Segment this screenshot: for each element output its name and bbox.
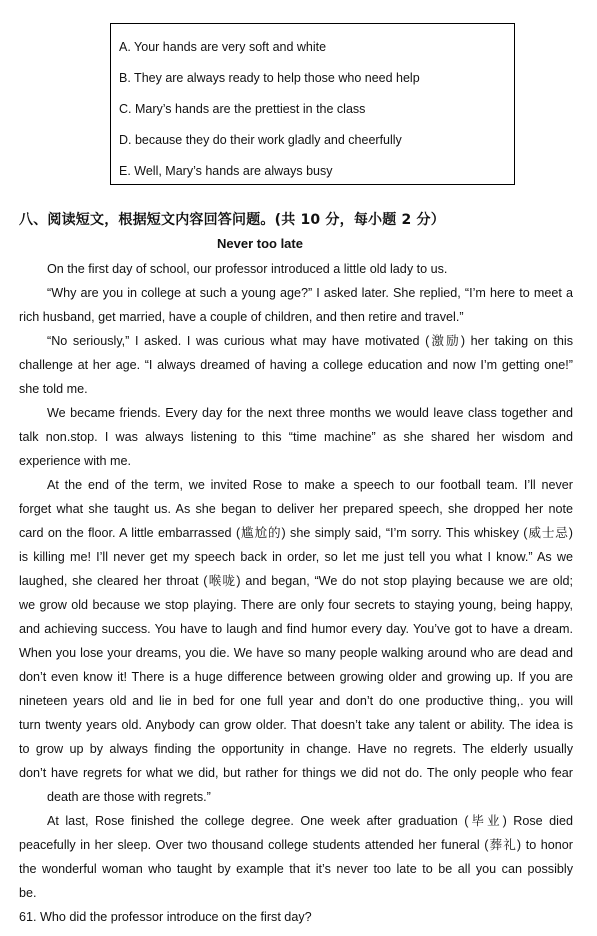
passage-line: don’t even know it! There is a huge difference between growing older and growing up. If you are [19,670,573,684]
passage-line: the wonderful woman who taught by example that it’s never too late to be all you can possibly [19,862,573,876]
passage-line: she told me. [19,382,88,396]
passage-line: “Why are you in college at such a young age?” I asked later. She replied, “I’m here to meet a [47,286,573,300]
options-box [110,23,515,185]
passage-line: turn twenty years old. Anybody can grow older. That doesn’t take any talent or ability. The idea is [19,718,573,732]
passage-line: peacefully in her sleep. Over two thousand college students attended her funeral (葬礼) to honor [19,838,573,852]
passage-line: be. [19,886,37,900]
passage-line: to grow up by always finding the opportunity in change. Have no regrets. The elderly usually [19,742,573,756]
passage-line: At last, Rose finished the college degree. One week after graduation (毕业) Rose died [47,814,573,828]
passage-line: experience with me. [19,454,131,468]
question-61: 61. Who did the professor introduce on the first day? [19,910,312,924]
passage-title: Never too late [217,236,303,251]
passage-line: challenge at her age. “I always dreamed of having a college education and now I’m getting one!” [19,358,573,372]
option-b: B. They are always ready to help those who need help [119,71,420,85]
passage-line: rich husband, get married, have a couple of children, and then retire and travel.” [19,310,464,324]
passage-line: When you lose your dreams, you die. We have so many people walking around who are dead and [19,646,573,660]
option-a: A. Your hands are very soft and white [119,40,327,54]
passage-line: “No seriously,” I asked. I was curious what may have motivated (激励) her taking on this [47,334,573,348]
passage-line: On the first day of school, our professor introduced a little old lady to us. [47,262,448,276]
passage [19,257,573,905]
passage-line: nineteen years old and lie in bed for one full year and don’t do one productive thing,. you will [19,694,573,708]
passage-line: we grow old because we stop playing. There are only four secrets to staying young, being happy, [19,598,573,612]
passage-line: laughed, she cleared her throat (喉咙) and began, “We do not stop playing because we are old; [19,574,573,588]
option-d: D. because they do their work gladly and cheerfully [119,133,402,147]
option-e: E. Well, Mary’s hands are always busy [119,164,333,178]
passage-line: don’t have regrets for what we did, but rather for things we did not do. The only people who fear [19,766,573,780]
passage-line: death are those with regrets.” [47,790,211,804]
option-c: C. Mary’s hands are the prettiest in the class [119,102,366,116]
passage-line: talk non.stop. I was always listening to this “time machine” as she shared her wisdom and [19,430,573,444]
passage-line: forget what she taught us. As she began to deliver her prepared speech, she dropped her note [19,502,573,516]
passage-line: is killing me! I’ll never get my speech back in order, so let me just tell you what I know.” As we [19,550,573,564]
passage-line: and achieving success. You have to laugh and find humor every day. You’ve got to have a dream. [19,622,573,636]
passage-line: We became friends. Every day for the next three months we would leave class together and [47,406,573,420]
passage-line: At the end of the term, we invited Rose to make a speech to our football team. I’ll never [47,478,573,492]
section-heading: 八、阅读短文，根据短文内容回答问题。(共 10 分，每小题 2 分） [19,212,445,228]
passage-line: card on the floor. A little embarrassed (尴尬的) she simply said, “I’m sorry. This whiskey (威士忌) [19,526,573,540]
